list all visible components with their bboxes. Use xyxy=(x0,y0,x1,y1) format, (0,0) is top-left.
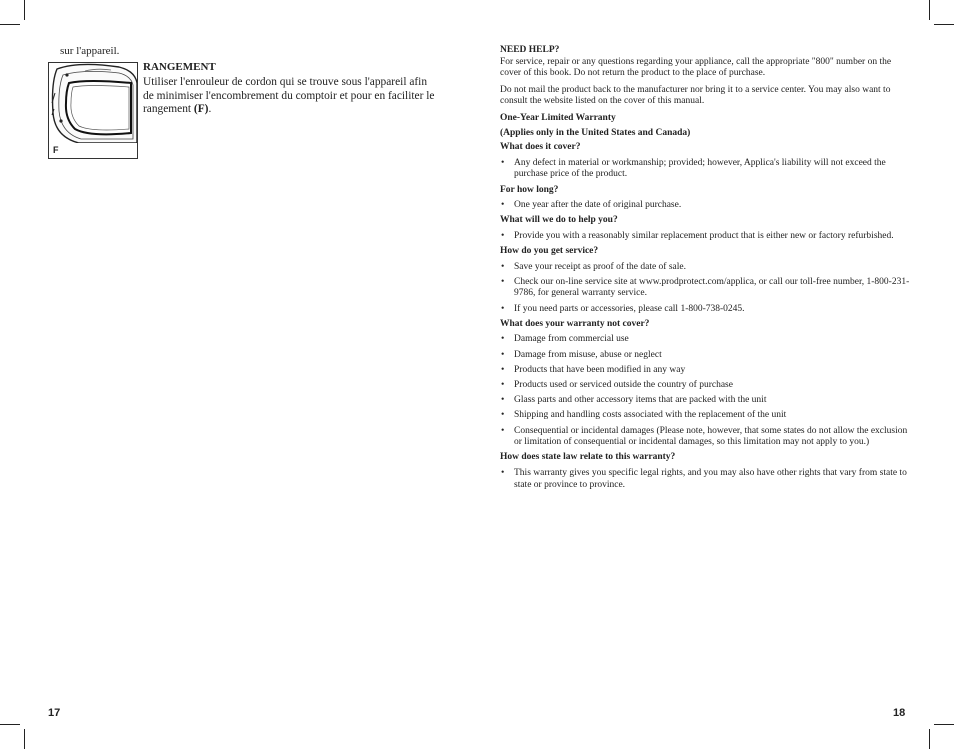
warranty-bullet-item: • Glass parts and other accessory items that are packed with the unit xyxy=(500,395,910,407)
warranty-bullet-list xyxy=(500,231,910,243)
figure-label: F xyxy=(53,145,59,155)
warranty-bullet-list xyxy=(500,468,910,491)
warranty-bullet-item: • If you need parts or accessories, please call 1-800-738-0245. xyxy=(500,304,910,316)
appliance-illustration xyxy=(49,63,137,143)
warranty-section-heading: What does your warranty not cover? xyxy=(500,318,650,329)
warranty-bullet-item: • Damage from misuse, abuse or neglect xyxy=(500,350,910,362)
figure-f xyxy=(48,62,138,159)
warranty-content xyxy=(500,45,910,495)
warranty-sections xyxy=(500,142,910,491)
need-help-para-1: For service, repair or any questions regarding your appliance, call the appropriate "800" number on the cover of this book. Do not return the product to the place of purchase. xyxy=(500,56,892,79)
storage-text-tail: . xyxy=(208,103,212,115)
warranty-bullet-item: • Check our on-line service site at www.prodprotect.com/applica, or call our toll-free number, 1-800-231-9786, for general warranty service. xyxy=(500,277,910,300)
storage-section xyxy=(143,61,438,117)
storage-text xyxy=(143,76,438,117)
right-page xyxy=(477,0,954,749)
storage-heading: RANGEMENT xyxy=(143,61,216,73)
warranty-bullet-item: • Provide you with a reasonably similar replacement product that is either new or factory refurbished. xyxy=(500,231,910,243)
storage-text-body: Utiliser l'enrouleur de cordon qui se trouve sous l'appareil afin de minimiser l'encombrement du comptoir et pour en faciliter le rangement xyxy=(143,76,435,115)
warranty-bullet-item: • Save your receipt as proof of the date of sale. xyxy=(500,262,910,274)
warranty-bullet-list xyxy=(500,262,910,316)
warranty-section-heading: For how long? xyxy=(500,184,559,195)
warranty-bullet-list xyxy=(500,158,910,181)
warranty-bullet-item: • Products that have been modified in any way xyxy=(500,365,910,377)
warranty-section-heading: How do you get service? xyxy=(500,246,599,257)
warranty-bullet-item: • This warranty gives you specific legal rights, and you may also have other rights that vary from state to state or province to province. xyxy=(500,468,910,491)
warranty-bullet-item: • One year after the date of original purchase. xyxy=(500,200,910,212)
warranty-bullet-list xyxy=(500,334,910,448)
warranty-section-heading: How does state law relate to this warranty? xyxy=(500,452,676,463)
warranty-bullet-item: • Damage from commercial use xyxy=(500,334,910,346)
warranty-section-heading: What does it cover? xyxy=(500,142,581,153)
warranty-bullet-item: • Any defect in material or workmanship; provided; however, Applica's liability will not exceed the purchase price of the product. xyxy=(500,158,910,181)
need-help-heading: NEED HELP? xyxy=(500,45,560,55)
warranty-section-heading: What will we do to help you? xyxy=(500,215,618,226)
warranty-bullet-item: • Shipping and handling costs associated with the replacement of the unit xyxy=(500,410,910,422)
warranty-title: One-Year Limited Warranty xyxy=(500,112,616,123)
page-number-right: 18 xyxy=(893,707,906,719)
warranty-bullet-item: • Consequential or incidental damages (Please note, however, that some states do not allow the exclusion or limitation of consequential or incidental damages, so this limitation may not apply to you.) xyxy=(500,426,910,449)
warranty-scope: (Applies only in the United States and Canada) xyxy=(500,127,691,138)
continuation-text: sur l'appareil. xyxy=(60,45,120,57)
figure-reference: (F) xyxy=(193,103,209,115)
warranty-bullet-list xyxy=(500,200,910,212)
need-help-para-2: Do not mail the product back to the manufacturer nor bring it to a service center. You may also want to consult the website listed on the cover of this manual. xyxy=(500,84,891,107)
warranty-bullet-item: • Products used or serviced outside the country of purchase xyxy=(500,380,910,392)
page-number-left: 17 xyxy=(48,707,61,719)
